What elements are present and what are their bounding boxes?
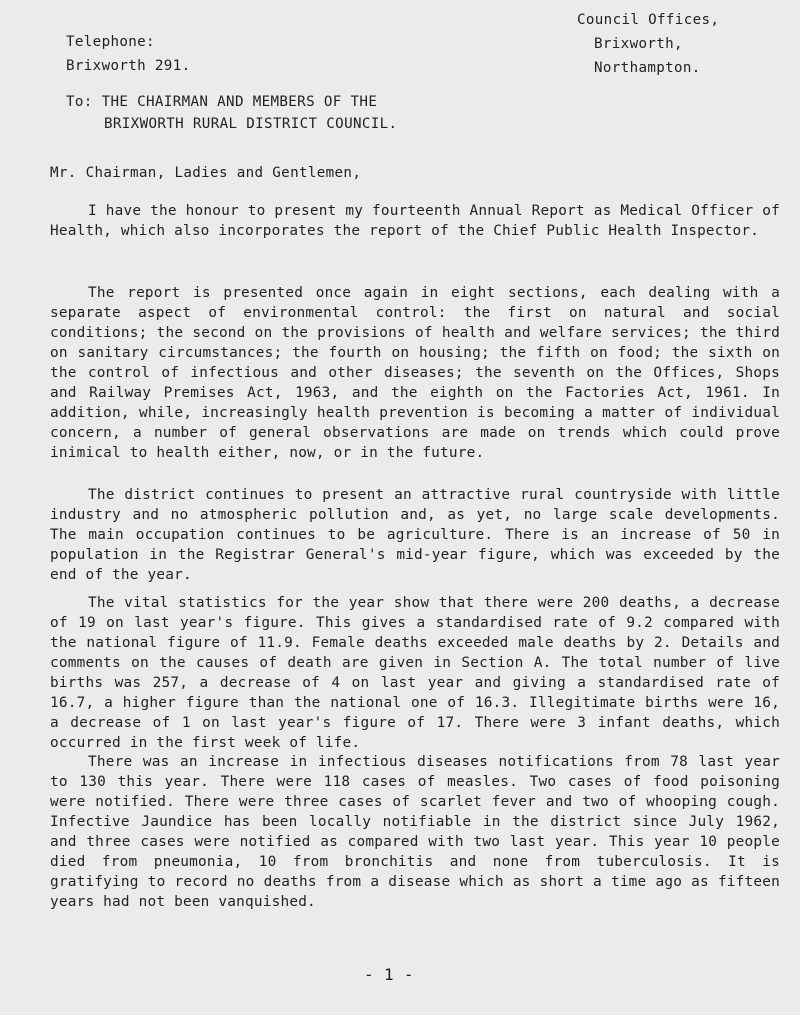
addressee-line-2: BRIXWORTH RURAL DISTRICT COUNCIL. bbox=[104, 116, 398, 132]
paragraph-text: The vital statistics for the year show that there were 200 deaths, a decrease of 19 on last year's figure. This gives a standardised rate of 9.2 compared with the national figure of 11.9. Female deaths exceeded male deaths by 2. Details and comments on the causes of death are given in Section A. The total number of live births was 257, a decrease of 4 on last year and giving a standardised rate of 16.7, a higher figure than the national one of 16.3. Illegitimate births were 16, a decrease of 1 on last year's figure of 17. There were 3 infant deaths, which occurred in the first week of life. bbox=[50, 595, 780, 751]
telephone-label: Telephone: bbox=[66, 34, 155, 50]
address-line-2: Brixworth, bbox=[594, 36, 683, 52]
address-line-1: Council Offices, bbox=[577, 12, 720, 28]
paragraph-text: The report is presented once again in eight sections, each dealing with a separate aspect of environmental control: the first on natural and social conditions; the second on the provisions of health and welfare services; the third on sanitary circumstances; the fourth on housing; the fifth on food; the sixth on the control of infectious and other diseases; the seventh on the Offices, Shops and Railway Premises Act, 1963, and the eighth on the Factories Act, 1961. In addition, while, increasingly health prevention is becoming a matter of individual concern, a number of general observations are made on trends which could prove inimical to health either, now, or in the future. bbox=[50, 285, 780, 461]
paragraph-sections bbox=[50, 283, 780, 463]
paragraph-vital-statistics bbox=[50, 593, 780, 753]
paragraph-district bbox=[50, 485, 780, 585]
paragraph-text: I have the honour to present my fourteenth Annual Report as Medical Officer of Health, which also incorporates the report of the Chief Public Health Inspector. bbox=[50, 203, 780, 239]
salutation: Mr. Chairman, Ladies and Gentlemen, bbox=[50, 165, 362, 181]
telephone-number: Brixworth 291. bbox=[66, 58, 191, 74]
paragraph-text: The district continues to present an attractive rural countryside with little industry and no atmospheric pollution and, as yet, no large scale developments. The main occupation continues to be agriculture. There is an increase of 50 in population in the Registrar General's mid-year figure, which was exceeded by the end of the year. bbox=[50, 487, 780, 583]
address-line-3: Northampton. bbox=[594, 60, 701, 76]
addressee-line-1: To: THE CHAIRMAN AND MEMBERS OF THE bbox=[66, 94, 378, 110]
paragraph-infectious-diseases bbox=[50, 752, 780, 912]
paragraph-text: There was an increase in infectious diseases notifications from 78 last year to 130 this year. There were 118 cases of measles. Two cases of food poisoning were notified. There were three cases of scarlet fever and two of whooping cough. Infective Jaundice has been locally notifiable in the district since July 1962, and three cases were notified as compared with two last year. This year 10 people died from pneumonia, 10 from bronchitis and none from tuberculosis. It is gratifying to record no deaths from a disease which as short a time ago as fifteen years had not been vanquished. bbox=[50, 754, 780, 910]
paragraph-intro bbox=[50, 201, 780, 241]
page-number: - 1 - bbox=[364, 965, 414, 984]
